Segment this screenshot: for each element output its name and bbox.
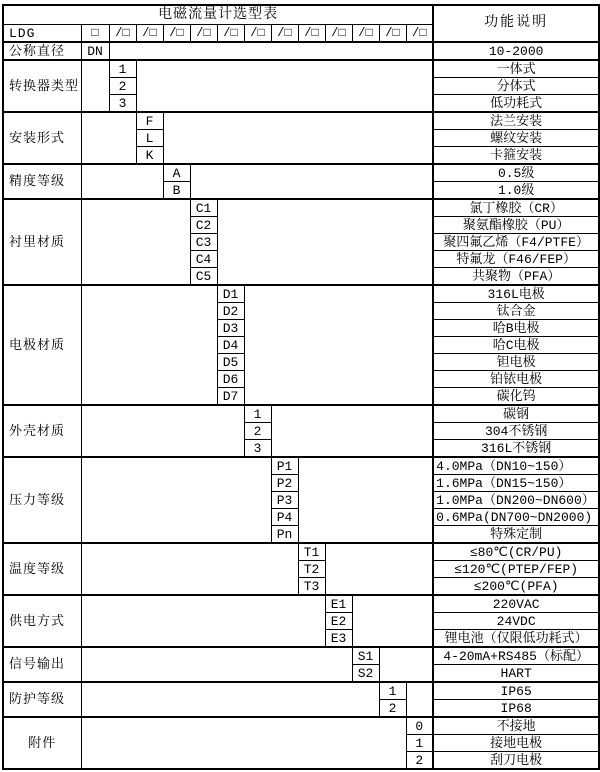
option-code-cell: 3 <box>244 440 271 458</box>
table-title: 电磁流量计选型表 <box>3 5 433 25</box>
option-code-cell: 2 <box>244 423 271 440</box>
empty-span <box>244 285 433 405</box>
model-slot: /□ <box>271 25 298 43</box>
section-label-accuracy: 精度等级 <box>3 164 81 199</box>
empty-span <box>81 457 271 543</box>
section-label-pressure: 压力等级 <box>3 457 81 543</box>
model-slot: /□ <box>217 25 244 43</box>
option-code-cell: A <box>163 164 190 182</box>
option-desc-cell: 1.0级 <box>433 182 599 200</box>
section-label-power: 供电方式 <box>3 595 81 647</box>
option-desc-cell: ≤80℃(CR/PU) <box>433 543 599 561</box>
option-code-cell: D5 <box>217 354 244 371</box>
option-code-cell: E3 <box>325 630 352 648</box>
option-code-cell: DN <box>81 42 109 60</box>
section-label-converter-type: 转换器类型 <box>3 60 81 112</box>
option-code-cell: 2 <box>109 78 136 95</box>
option-code-cell: S2 <box>352 665 379 683</box>
empty-span <box>81 164 163 199</box>
empty-span <box>81 543 298 595</box>
option-code-cell: C5 <box>190 268 217 286</box>
section-label-signal: 信号输出 <box>3 647 81 682</box>
section-label-housing: 外壳材质 <box>3 405 81 457</box>
option-code-cell: C3 <box>190 234 217 251</box>
option-code-cell: P2 <box>271 475 298 492</box>
function-column-header: 功能说明 <box>433 5 599 42</box>
option-code-cell: T2 <box>298 561 325 578</box>
empty-span <box>271 405 433 457</box>
option-desc-cell: 10-2000 <box>433 42 599 60</box>
option-code-cell: T3 <box>298 578 325 596</box>
option-desc-cell: 4.0MPa（DN10~150） <box>433 457 599 475</box>
selection-table <box>2 4 600 770</box>
option-desc-cell: 碳钢 <box>433 405 599 423</box>
option-desc-cell: 铂铱电极 <box>433 371 599 388</box>
empty-span <box>352 595 433 647</box>
option-desc-cell: 24VDC <box>433 613 599 630</box>
section-label-temperature: 温度等级 <box>3 543 81 595</box>
empty-span <box>217 199 433 285</box>
option-code-cell: F <box>136 112 163 130</box>
option-desc-cell: 不接地 <box>433 717 599 735</box>
option-code-cell: K <box>136 147 163 165</box>
empty-span <box>81 60 109 112</box>
option-code-cell: D6 <box>217 371 244 388</box>
empty-span <box>379 647 433 682</box>
section-label-lining: 衬里材质 <box>3 199 81 285</box>
empty-span <box>406 682 433 717</box>
empty-span <box>81 595 325 647</box>
option-code-cell: L <box>136 130 163 147</box>
option-code-cell: D2 <box>217 303 244 320</box>
option-desc-cell: 共聚物（PFA） <box>433 268 599 286</box>
option-code-cell: D4 <box>217 337 244 354</box>
option-desc-cell: 法兰安装 <box>433 112 599 130</box>
option-desc-cell: 特殊定制 <box>433 526 599 544</box>
option-code-cell: D1 <box>217 285 244 303</box>
empty-span <box>109 42 433 60</box>
empty-span <box>81 405 244 457</box>
model-slot: /□ <box>190 25 217 43</box>
option-code-cell: C4 <box>190 251 217 268</box>
option-code-cell: E1 <box>325 595 352 613</box>
model-slot: /□ <box>379 25 406 43</box>
model-slot: /□ <box>325 25 352 43</box>
option-desc-cell: 特氟龙（F46/FEP） <box>433 251 599 268</box>
model-slot: /□ <box>406 25 433 43</box>
empty-span <box>81 285 217 405</box>
option-desc-cell: 钽电极 <box>433 354 599 371</box>
option-desc-cell: 1.6MPa（DN15~150） <box>433 475 599 492</box>
empty-span <box>81 682 379 717</box>
option-code-cell: P3 <box>271 492 298 509</box>
model-prefix-label: LDG <box>3 25 81 43</box>
empty-span <box>325 543 433 595</box>
option-desc-cell: 0.6MPa(DN700~DN2000) <box>433 509 599 526</box>
empty-span <box>190 164 433 199</box>
option-desc-cell: 钛合金 <box>433 303 599 320</box>
option-desc-cell: 氯丁橡胶（CR） <box>433 199 599 217</box>
empty-span <box>81 717 406 769</box>
option-desc-cell: 哈C电极 <box>433 337 599 354</box>
model-slot: /□ <box>244 25 271 43</box>
option-code-cell: 1 <box>244 405 271 423</box>
section-label-installation: 安装形式 <box>3 112 81 164</box>
model-base-box: □ <box>81 25 109 43</box>
option-code-cell: C1 <box>190 199 217 217</box>
option-desc-cell: 316L电极 <box>433 285 599 303</box>
option-desc-cell: 分体式 <box>433 78 599 95</box>
option-code-cell: Pn <box>271 526 298 544</box>
option-code-cell: 2 <box>406 752 433 770</box>
empty-span <box>136 60 433 112</box>
option-code-cell: P1 <box>271 457 298 475</box>
option-desc-cell: 316L不锈钢 <box>433 440 599 458</box>
option-desc-cell: 哈B电极 <box>433 320 599 337</box>
option-desc-cell: 低功耗式 <box>433 95 599 113</box>
option-desc-cell: 碳化钨 <box>433 388 599 406</box>
empty-span <box>81 199 190 285</box>
option-code-cell: 3 <box>109 95 136 113</box>
option-desc-cell: 锂电池（仅限低功耗式） <box>433 630 599 648</box>
option-desc-cell: 接地电极 <box>433 735 599 752</box>
empty-span <box>81 112 136 164</box>
option-desc-cell: 卡箍安装 <box>433 147 599 165</box>
option-code-cell: C2 <box>190 217 217 234</box>
option-desc-cell: 聚氨酯橡胶（PU） <box>433 217 599 234</box>
option-code-cell: 2 <box>379 700 406 718</box>
option-desc-cell: 聚四氟乙烯（F4/PTFE） <box>433 234 599 251</box>
option-desc-cell: HART <box>433 665 599 683</box>
section-label-electrode: 电极材质 <box>3 285 81 405</box>
option-code-cell: 1 <box>406 735 433 752</box>
empty-span <box>163 112 433 164</box>
option-code-cell: T1 <box>298 543 325 561</box>
option-desc-cell: 4-20mA+RS485（标配） <box>433 647 599 665</box>
model-slot: /□ <box>298 25 325 43</box>
option-code-cell: D3 <box>217 320 244 337</box>
option-desc-cell: ≤120℃(PTEP/FEP) <box>433 561 599 578</box>
option-desc-cell: 1.0MPa（DN200~DN600） <box>433 492 599 509</box>
option-desc-cell: IP68 <box>433 700 599 718</box>
option-code-cell: B <box>163 182 190 200</box>
option-code-cell: 1 <box>109 60 136 78</box>
option-code-cell: D7 <box>217 388 244 406</box>
section-label-accessory: 附件 <box>3 717 81 769</box>
option-desc-cell: ≤200℃(PFA) <box>433 578 599 596</box>
option-desc-cell: IP65 <box>433 682 599 700</box>
option-desc-cell: 304不锈钢 <box>433 423 599 440</box>
option-code-cell: E2 <box>325 613 352 630</box>
option-desc-cell: 0.5级 <box>433 164 599 182</box>
section-label-protection: 防护等级 <box>3 682 81 717</box>
option-code-cell: S1 <box>352 647 379 665</box>
model-slot: /□ <box>136 25 163 43</box>
model-slot: /□ <box>109 25 136 43</box>
option-code-cell: P4 <box>271 509 298 526</box>
option-desc-cell: 螺纹安装 <box>433 130 599 147</box>
empty-span <box>81 647 352 682</box>
section-label-diameter: 公称直径 <box>3 42 81 60</box>
option-desc-cell: 刮刀电极 <box>433 752 599 770</box>
empty-span <box>298 457 433 543</box>
model-slot: /□ <box>163 25 190 43</box>
option-code-cell: 1 <box>379 682 406 700</box>
option-code-cell: 0 <box>406 717 433 735</box>
option-desc-cell: 220VAC <box>433 595 599 613</box>
model-slot: /□ <box>352 25 379 43</box>
option-desc-cell: 一体式 <box>433 60 599 78</box>
